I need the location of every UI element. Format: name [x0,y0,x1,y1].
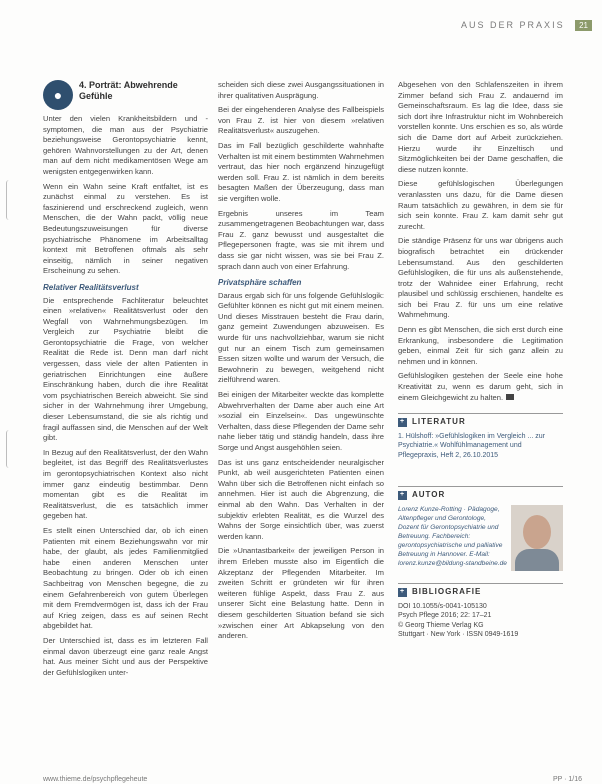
subheading: Relativer Realitätsverlust [43,282,139,292]
paragraph: Bei der eingehenderen Analyse des Fallbeispiels von Frau Z. ist hier von diesem »relativen Realitätsverlust« auszugehen. [218,105,384,136]
end-mark-icon [506,394,514,400]
paragraph: Daraus ergab sich für uns folgende Gefühlslogik: Gefühlter können es nicht gut mit einem meinen. Und dieses Misstrauen besteht die Frau darin, ganz gemeint Zuwendungen abzuweisen. Es wurde für uns nachvollziehbar, warum sie nicht gut nur an einem Tisch zum gemeinsamen Essen sitzen wollte und warum der Versuch, die Bewohnerin zu bewegen, weitgehend nicht zielführend waren. [218,290,384,385]
head-silhouette-icon: ● [43,80,73,110]
publisher-line: © Georg Thieme Verlag KG [398,621,484,629]
section-title: AUS DER PRAXIS [461,20,565,30]
paragraph: scheiden sich diese zwei Ausgangssituationen in ihrer qualitativen Ausprägung. [218,80,384,100]
paragraph: Abgesehen von den Schlafenszeiten in ihrem Zimmer befand sich Frau Z. andauernd im Gemeinschaftsraum. Es lag die Idee, dass sie sich dort ihre Infrastruktur nicht im Wohnbereich vorstellen konnte. Uns erschien es so, als würde sich die Dame dort auf Arbeit zurückziehen. Hierzu wurde ihr Einzeltisch und Sitzmöglichkeiten bei der Dame geschaffen, die diese nutzen konnte. [398,80,563,174]
plus-icon: + [399,491,406,499]
binding-mark [6,430,13,468]
author-bio: Lorenz Kunze-Rotting · Pädagoge, Altenpfleger und Gerontologe, Dozent für Gerontopsychiatrie und Betreuung. Fachbereich: gerontopsychiatrische und palliative Betreuung in Hannover. E-Mail: lorenz.kunze@bildung-standbeine.de [398,505,507,567]
paragraph: Die »Unantastbarkeit« der jeweiligen Person in ihrem Erleben musste also im Eigentlich die Akzeptanz der Pflegenden Mitarbeiter. Im zweiten Schritt er gründeten wir für ihren weiteren fühlige Aspekt, dass Frau Z. aus unserer Sicht eine Belastung hatte. Denn in diesem geschilderten Situation befand sie sich »zwischen einer Art Abkapselung von den anderen. [218,546,384,641]
paragraph: Diese gefühlslogischen Überlegungen veranlassten uns dazu, für die Dame diesen Raum tatsächlich zu gewähren, in dem sie für sich sein konnte. Frau Z. kam damit sehr gut zurecht. [398,179,563,231]
paragraph: Denn es gibt Menschen, die sich erst durch eine Erkrankung, insbesondere die Legitimation geben, einmal Zeit für sich ganz allein zu nehmen und in können. [398,325,563,366]
plus-icon: + [399,587,406,595]
paragraph: Der Unterschied ist, dass es im letzteren Fall einmal davon überzeugt eine ganz reale Angst hat. Aus meiner Sicht und aus der Perspektive der Gefühlslogiken unter- [43,635,208,677]
bibliography-box-header [398,583,563,598]
closing-paragraph: Gefühlslogiken gestehen der Seele eine hohe Kreativität zu, wenn es darum geht, sich in einem Gleichgewicht zu halten. [398,371,563,402]
text-column-3 [398,80,563,640]
section-heading [79,80,178,102]
literature-label: LITERATUR [412,417,466,427]
author-photo [511,505,563,571]
citation-line: Psych Pflege 2016; 22: 17–21 [398,612,492,619]
author-info [398,505,563,571]
bibliography-label: BIBLIOGRAFIE [412,586,482,596]
paragraph: Die ständige Präsenz für uns war übrigens auch biografisch betrachtet ein drückender Lebensumstand. Aus den geschilderten Gefühlslogiken, die für uns als außenstehende, trotz der Wahnidee einer Erfahrung, recht plausibel und schlüssig erschienen, handelte es sich bei Frau Z. für uns um eine relative Wahrnehmung. [398,236,563,320]
paragraph: Es stellt einen Unterschied dar, ob ich einen Patienten mit einem Beziehungswahn vor mir habe, der glaubt, als jedes Familienmitglied habe einen anderen Menschen unter Beobachtung zu bringen. Oder ob ich einen Sachbeitrag von Menschen begegne, die zu einem Gefahrenbereich von gutem Überlegen mit dem Fremdvermögen ist, dass ich der Frau auf Krieg zeigen, dass es auf seinen Recht abgebildet hat. [43,525,208,631]
text-column-1 [43,80,208,678]
issn-line: Stuttgart · New York · ISSN 0949-1619 [398,631,519,638]
paragraph: In Bezug auf den Realitätsverlust, der den Wahn begleitet, ist das Begriff des Realitätsverlustes im gerontopsychiatrischen Kontext also nicht immer ganz eindeutig bestimmbar. Denn momentan gibt es die Realität im Realitätsverlust, die es tatsächlich immer gegeben hat. [43,447,208,521]
footer-url: www.thieme.de/psychpflegeheute [43,776,148,783]
text-column-2 [218,80,384,642]
binding-mark [6,180,13,220]
bibliography-info [398,602,563,640]
section-title-line1: Porträt: Abwehrende [89,80,178,90]
paragraph: Die entsprechende Fachliteratur beleuchtet einen »relativen« Realitätsverlust oder den Wegfall von Wahrnehmungsbezügen. Im Vergleich zur Psychiatrie bleibt die Gerontopsychiatrie die Frage, von welcher Realität die Rede ist. Denn man darf nicht vergessen, dass viele der alten Patienten in geriatrischen Einrichtungen eine äußere Einschränkung haben, durch die ihre Realität vom psychiatrischen Bereich abweicht. Sie sind sicher in der Wahrnehmung ihrer Umgebung, dieser Lebensumstand, die sie als richtig und fragil auffassen sind, die Menschen auf der Welt gibt. [43,295,208,443]
paragraph: Unter den vielen Krankheitsbildern und -symptomen, die man aus der Psychiatrie beziehungsweise Gerontopsychiatrie kennt, gehören Wahnvorstellungen zu der Art, denen man auf dem nicht medikamentösen Wege am wenigsten entgegenwirken kann. [43,114,208,176]
plus-icon: + [399,418,406,426]
face-shape [523,515,551,549]
shoulders-shape [515,549,559,571]
paragraph: Ergebnis unseres im Team zusammengetragenen Beobachtungen war, dass Frau Z. ganz bewusst und ausgestaltet die Pflegepersonen fragte, was sie mit ihrem und dass sie gar nicht wissen, was sie bei Frau Z. sprach dann auch von einer Erfahrung. [218,208,384,271]
paragraph: Das ist uns ganz entscheidender neuralgischer Punkt, ab weil ausgerichteten Patienten einen Wahn über sich die Betroffenen nicht einfach so annehmen. Hier ist auch die Abgrenzung, die einmal ab den Wahn. Das Verhalten in der subjektiv erlebten Realität, es die Wurzel des Wahns der Sorge einsichtlich über, was zuerst werden kann. [218,457,384,541]
paragraph: Bei einigen der Mitarbeiter weckte das komplette Abwehrverhalten der Dame aber auch eine Art »sozial ein Einzelsein«. Das ungewünschte Verhalten, dass diese Pflegenden der Dame sehr nahe lieber tätig und ständig handeln, dass ihre Sorge und Angst ausgehöhlen seien. [218,390,384,452]
author-box-header [398,486,563,501]
paragraph [398,371,563,403]
paragraph: Wenn ein Wahn seine Kraft entfaltet, ist es zunächst einmal zu verstehen. Es ist faszinierend und erschreckend zugleich, wenn Menschen, die der Wahn packt, völlig neue Bedeutungszuweisungen für diverse psychiatrische Phänomene im Arbeitsalltag kontext mit Betroffenen oftmals als sehr einseitig, nämlich in seiner negativen Erscheinung zu sehen. [43,181,208,276]
subheading: Privatsphäre schaffen [218,278,302,288]
section-badge [43,80,208,110]
page-number-badge: 21 [575,20,592,31]
author-label: AUTOR [412,490,446,500]
doi-line: DOI 10.1055/s-0041-105130 [398,602,487,610]
section-title-line2: Gefühle [79,91,113,101]
literature-reference: 1. Hülshoff: »Gefühlslogiken im Vergleich ... zur Psychiatrie.« Wohlfühlmanagement und Pflegepraxis, Heft 2, 26.10.2015 [398,432,545,459]
running-header [420,20,592,34]
literature-box-header [398,413,563,428]
paragraph: Das im Fall bezüglich geschilderte wahnhafte Verhalten ist mit einem bestimmten Wahrnehmen vertraut, das hier noch ergänzend hinzugefügt werden soll. Frau Z. ist nämlich in dem bereits besagten Maßen der Überzeugung, dass man sie vergiften wolle. [218,140,384,203]
footer-folio: PP · 1/16 [552,776,582,783]
section-number: 4. [79,80,87,90]
